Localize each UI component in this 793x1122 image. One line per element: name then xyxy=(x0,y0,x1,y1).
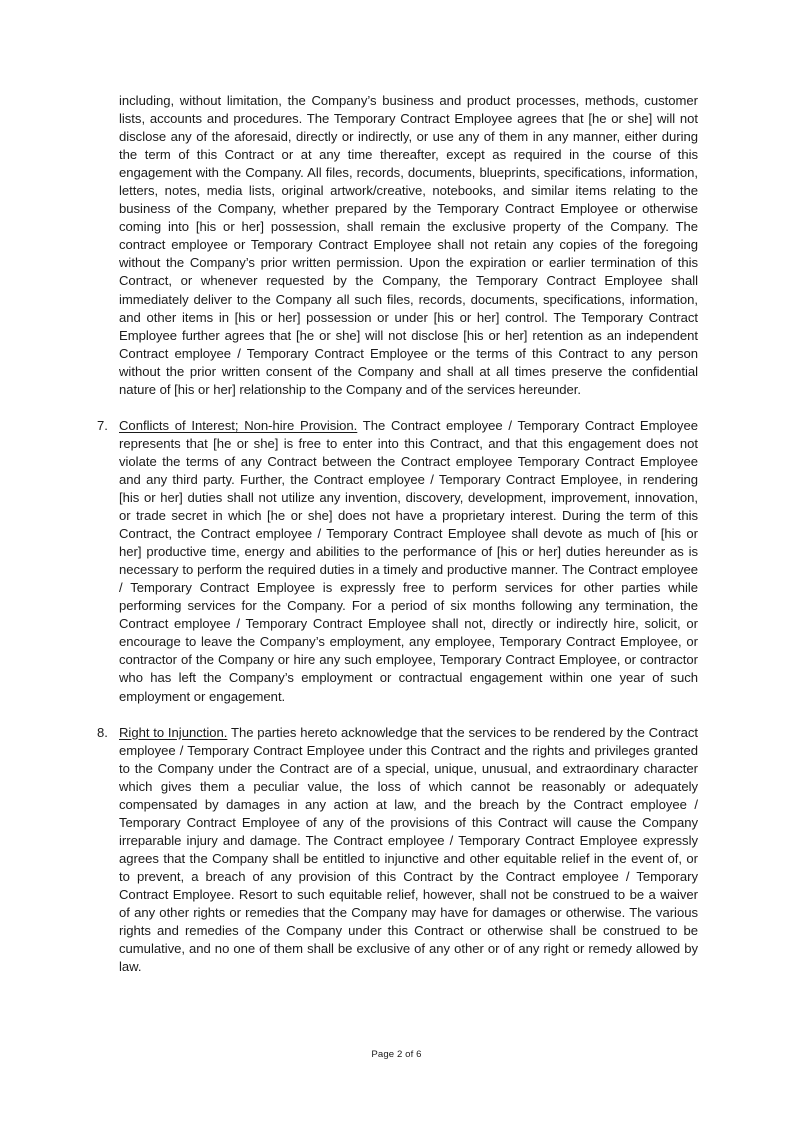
clause-7-conflicts-of-interest xyxy=(97,417,698,706)
clause-8-body xyxy=(119,724,698,977)
clause-7-heading: Conflicts of Interest; Non-hire Provision. xyxy=(119,417,358,433)
clause-7-body xyxy=(119,417,698,706)
document-body xyxy=(97,92,698,994)
paragraph-confidentiality-continuation: including, without limitation, the Company’s business and product processes, methods, customer lists, accounts and procedures. The Temporary Contract Employee agrees that [he or she] will not disclose any of the aforesaid, directly or indirectly, or use any of them in any manner, either during the term of this Contract or at any time thereafter, except as required in the course of this engagement with the Company. All files, records, documents, blueprints, specifications, information, letters, notes, media lists, original artwork/creative, notebooks, and similar items relating to the business of the Company, whether prepared by the Temporary Contract Employee or otherwise coming into [his or her] possession, shall remain the exclusive property of the Company. The contract employee or Temporary Contract Employee shall not retain any copies of the foregoing without the Company’s prior written permission. Upon the expiration or earlier termination of this Contract, or whenever requested by the Company, the Temporary Contract Employee shall immediately deliver to the Company all such files, records, documents, specifications, information, and other items in [his or her] possession or under [his or her] control. The Temporary Contract Employee further agrees that [he or she] will not disclose [his or her] retention as an independent Contract employee / Temporary Contract Employee or the terms of this Contract to any person without the prior written consent of the Company and shall at all times preserve the confidential nature of [his or her] relationship to the Company and of the services hereunder. xyxy=(119,93,698,397)
clause-7-text: The Contract employee / Temporary Contract Employee represents that [he or she] is free to enter into this Contract, and that this engagement does not violate the terms of any Contract between the Contract employee Temporary Contract Employee and any third party. Further, the Contract employee / Temporary Contract Employee, in rendering [his or her] duties shall not utilize any invention, discovery, development, improvement, innovation, or trade secret in which [he or she] does not have a proprietary interest. During the term of this Contract, the Contract employee / Temporary Contract Employee shall devote as much of [his or her] productive time, energy and abilities to the performance of [his or her] duties hereunder as is necessary to perform the required duties in a timely and productive manner. The Contract employee / Temporary Contract Employee is expressly free to perform services for other parties while performing services for the Company. For a period of six months following any termination, the Contract employee / Temporary Contract Employee shall not, directly or indirectly hire, solicit, or encourage to leave the Company’s employment, any employee, Temporary Contract Employee, or contractor of the Company or hire any such employee, Temporary Contract Employee, or contractor who has left the Company’s employment or contractual engagement within one year of such employment or engagement. xyxy=(119,417,698,704)
page-footer xyxy=(0,1044,793,1062)
clause-number-8: 8. xyxy=(97,724,108,740)
clause-8-right-to-injunction xyxy=(97,724,698,977)
clause-number-7: 7. xyxy=(97,417,108,433)
page-number-label: Page 2 of 6 xyxy=(371,1049,422,1060)
clause-8-heading: Right to Injunction. xyxy=(119,724,228,740)
clause-8-text: The parties hereto acknowledge that the services to be rendered by the Contract employee / Temporary Contract Employee under this Contract and the rights and privileges granted to the Company under the Contract are of a special, unique, unusual, and extraordinary character which gives them a peculiar value, the loss of which cannot be reasonably or adequately compensated by damages in any action at law, and the breach by the Contract employee / Temporary Contract Employee of any of the provisions of this Contract will cause the Company irreparable injury and damage. The Contract employee / Temporary Contract Employee expressly agrees that the Company shall be entitled to injunctive and other equitable relief in the event of, or to prevent, a breach of any provision of this Contract by the Contract employee / Temporary Contract Employee. Resort to such equitable relief, however, shall not be construed to be a waiver of any other rights or remedies that the Company may have for damages or otherwise. The various rights and remedies of the Company under this Contract or otherwise shall be construed to be cumulative, and no one of them shall be exclusive of any other or of any right or remedy allowed by law. xyxy=(119,724,698,975)
